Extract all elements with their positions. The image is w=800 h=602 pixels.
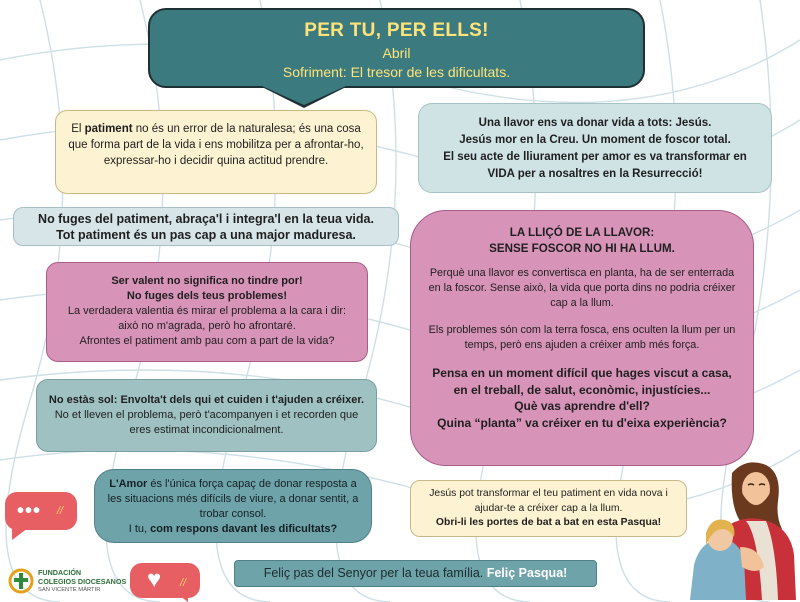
amor-bold2: com respons davant les dificultats? (150, 523, 338, 535)
valent-line3: La verdadera valentia és mirar el problema a la cara i dir: (67, 305, 347, 317)
lliço-head1: LA LLIÇÓ DE LA LLAVOR: (509, 226, 655, 239)
amor-rest1: és l'única força capaç de donar resposta a les situacions més difícils de viure, a donar sentit, a trobar consol. (107, 478, 359, 520)
jesus-box (410, 480, 687, 537)
llavor-box (418, 103, 772, 193)
chat-bubble-tail (12, 528, 28, 540)
footer-greeting (234, 560, 597, 587)
cross-logo-icon (8, 568, 34, 594)
heart-icon: ♥ (147, 566, 162, 593)
header-banner (148, 8, 645, 88)
header-subtitle: Sofriment: El tresor de les dificultats. (282, 64, 511, 80)
amor-pre2: I tu, (128, 523, 151, 535)
footer-text: Feliç pas del Senyor per la teua família. (263, 566, 487, 580)
llavor-line: El seu acte de lliurament per amor es va transformar en (443, 151, 747, 163)
lliço-head2: SENSE FOSCOR NO HI HA LLUM. (489, 242, 675, 255)
lliço-heading (427, 225, 737, 257)
no-fuges-box (13, 207, 399, 246)
sol-rest: No et lleven el problema, però t'acompanyen i et recorden que eres estimat incondicionalment. (54, 409, 359, 436)
no-fuges-line1: No fuges del patiment, abraça'l i integra'l en la teua vida. (38, 212, 374, 226)
lliço-para1: Perquè una llavor es convertisca en planta, ha de ser enterrada en la foscor. Sense això, la vida que porta dins no podria créixer cap a la llum. (428, 267, 736, 309)
patiment-pre: El (71, 123, 85, 135)
header-month: Abril (382, 45, 411, 61)
mark-icon: // (180, 577, 187, 589)
patiment-box (55, 110, 377, 194)
lliço-strong1: Pensa en un moment difícil que hages viscut a casa, en el treball, de salut, econòmic, injustícies... (432, 366, 732, 397)
heart-bubble-tail (172, 590, 188, 602)
llavor-line: Jesús mor en la Creu. Un moment de foscor total. (459, 134, 731, 146)
valent-bold2: No fuges dels teus problemes! (126, 290, 288, 302)
patiment-bold: patiment (84, 123, 133, 135)
logo-text (38, 569, 126, 595)
header-tail-inner (262, 86, 346, 105)
jesus-line2: ajudar-te a créixer cap a la llum. (474, 502, 623, 514)
logo-line2: COLEGIOS DIOCESANOS (38, 576, 127, 586)
lliço-llavor-box (410, 210, 754, 466)
patiment-rest: no és un error de la naturalesa; és una cosa que forma part de la vida i ens mobilitza per a afrontar-ho, expressar-ho i decidir quina actitud prendre. (68, 123, 364, 167)
sol-bold: No estàs sol: Envolta't dels qui et cuiden i t'ajuden a créixer. (48, 394, 365, 406)
lliço-strong2: Què vas aprendre d'ell? (514, 399, 650, 413)
footer-highlight: Feliç Pasqua! (486, 566, 568, 580)
no-fuges-line2: Tot patiment és un pas cap a una major maduresa. (56, 228, 356, 242)
valent-line4: això no m'agrada, però ho afrontaré. (118, 320, 296, 332)
dots-icon: ••• (17, 500, 42, 522)
foundation-logo (8, 566, 128, 598)
valent-bold1: Ser valent no significa no tindre por! (111, 275, 303, 287)
amor-bold1: L'Amor (109, 478, 148, 490)
valent-line5: Afrontes el patiment amb pau com a part de la vida? (79, 335, 335, 347)
amor-box (94, 469, 372, 543)
logo-line1: FUNDACIÓN (38, 568, 82, 577)
mark-icon: // (57, 505, 64, 517)
jesus-line1: Jesús pot transformar el teu patiment en vida nova i (429, 488, 668, 499)
lliço-strong3: Quina “planta” va créixer en tu d'eixa experiència? (437, 415, 727, 430)
chat-bubble-icon (5, 492, 77, 530)
jesus-bold: Obri-li les portes de bat a bat en esta Pasqua! (435, 517, 662, 528)
lliço-para2: Els problemes són com la terra fosca, ens oculten la llum per un temps, però ens ajuden a créixer amb més força. (428, 324, 736, 351)
valent-box (46, 262, 368, 362)
page-title: PER TU, PER ELLS! (304, 20, 489, 41)
logo-line3: SAN VICENTE MÁRTIR (38, 587, 101, 593)
heart-bubble-icon (130, 563, 200, 598)
no-estas-sol-box (36, 379, 377, 452)
jesus-embrace-illustration (686, 455, 798, 600)
llavor-line: VIDA per a nosaltres en la Resurrecció! (487, 168, 703, 180)
llavor-line: Una llavor ens va donar vida a tots: Jesús. (478, 117, 712, 129)
